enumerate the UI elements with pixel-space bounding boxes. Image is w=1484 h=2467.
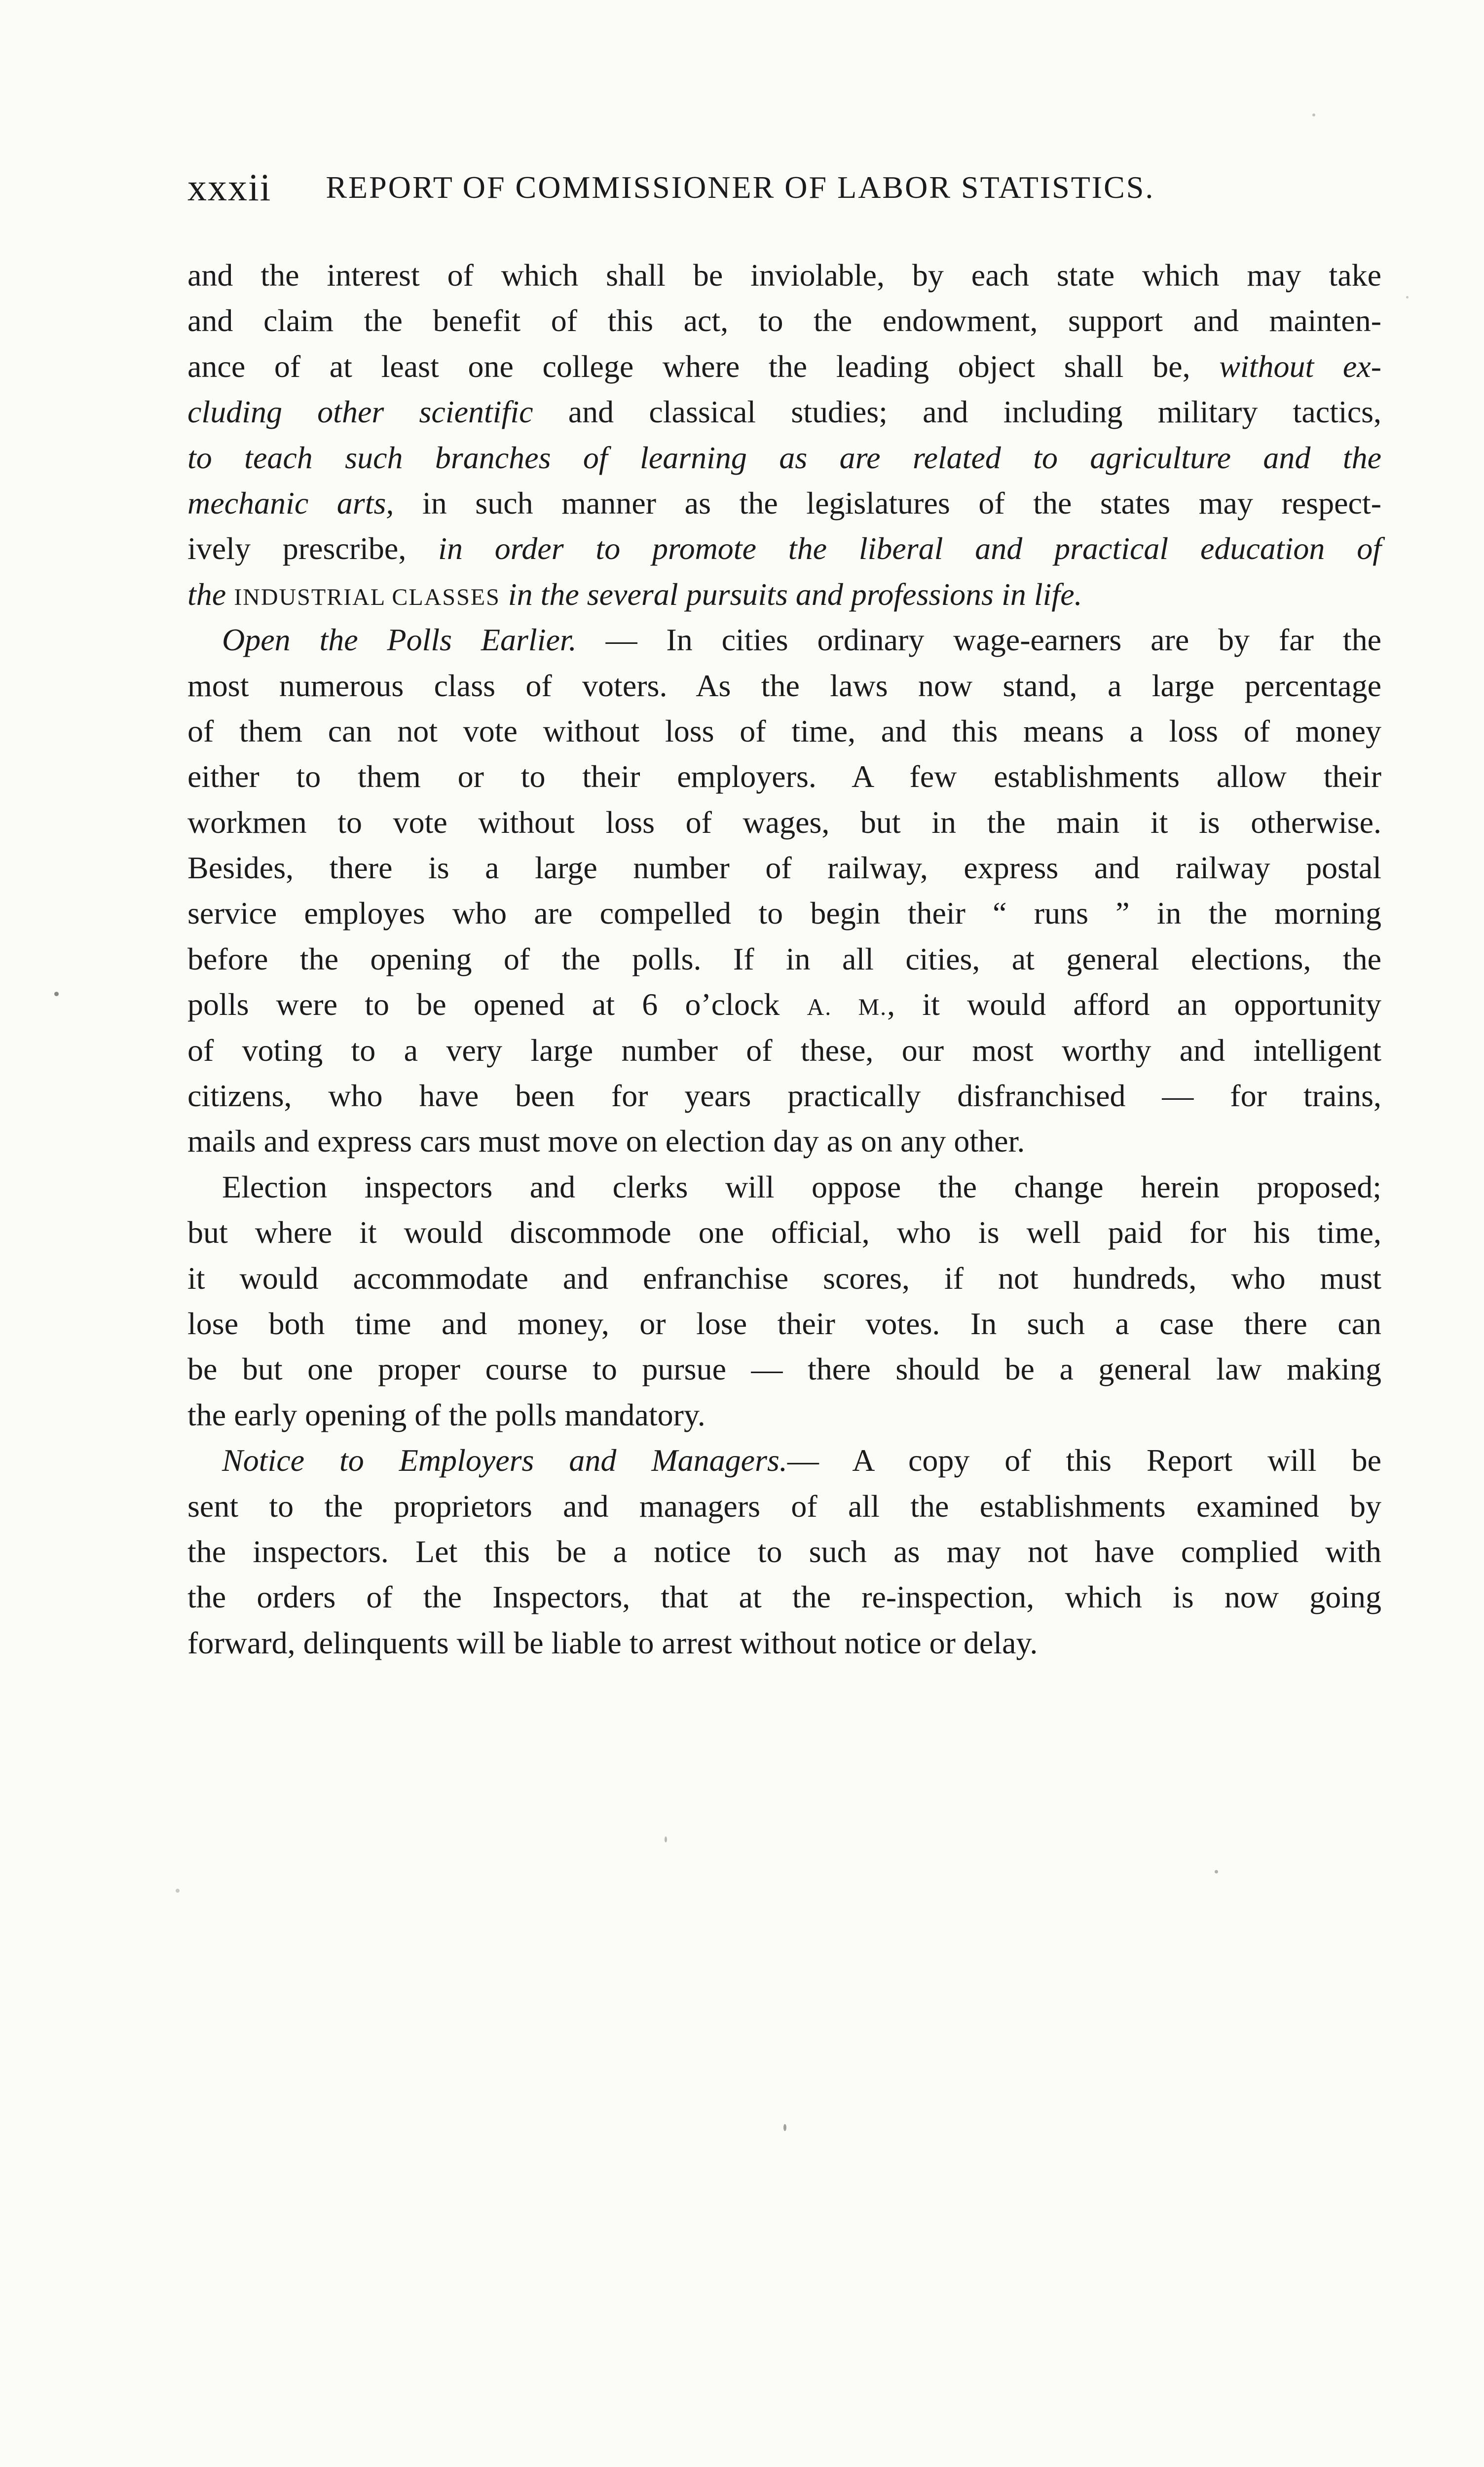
text-run: and claim the benefit of this act, to the endowment, support and mainten- [187,303,1381,338]
paragraph-2 [187,617,1381,1164]
text-line [187,1438,1381,1483]
text-run: before the opening of the polls. If in all cities, at general elections, the [187,941,1381,976]
text-line [187,663,1381,709]
text-line [187,435,1381,481]
text-line [187,1529,1381,1574]
text-run: service employes who are compelled to begin their “ runs ” in the morning [187,896,1381,931]
text-line [187,936,1381,982]
text-run: the orders of the Inspectors, that at the re-inspection, which is now going [187,1579,1381,1615]
text-line [187,1119,1381,1164]
text-line [187,1392,1381,1438]
scan-speck [665,1836,667,1842]
text-run: sent to the proprietors and managers of all the establishments examined by [187,1488,1381,1524]
text-line [187,526,1381,571]
scan-speck [783,2124,786,2131]
paragraph-4 [187,1438,1381,1666]
small-caps-text: A. M. [807,994,888,1021]
text-line [187,298,1381,343]
text-line [187,800,1381,845]
text-line [187,481,1381,526]
text-run: ively prescribe, [187,531,439,566]
text-line [187,1346,1381,1392]
italic-text: cluding other scientific [187,394,533,430]
text-run: workmen to vote without loss of wages, but in the main it is otherwise. [187,804,1381,840]
scan-speck [176,1889,180,1893]
text-line [187,344,1381,389]
italic-text: Notice to Employers and Managers. [222,1443,787,1478]
text-line [187,1028,1381,1073]
text-run: in such manner as the legislatures of the states may respect- [394,485,1382,521]
italic-text: mechanic arts, [187,485,394,521]
italic-text: to teach such branches of learning as are related to agriculture and the [187,440,1381,475]
text-line [187,1620,1381,1666]
italic-text: Open the Polls Earlier. [222,622,577,658]
text-line [187,572,1381,617]
text-run: and classical studies; and including military tactics, [533,394,1382,430]
text-line [187,1484,1381,1529]
text-line [187,754,1381,799]
italic-text: the [187,576,234,612]
text-run: , it would afford an opportunity [887,987,1382,1022]
text-run: the early opening of the polls mandatory. [187,1397,705,1432]
paragraph-1 [187,253,1381,617]
text-run: the inspectors. Let this be a notice to such as may not have complied with [187,1533,1381,1569]
text-line [187,617,1381,663]
italic-text: in order to promote the liberal and practical education of [438,531,1382,566]
text-run: citizens, who have been for years practically disfranchised — for trains, [187,1078,1381,1114]
scan-speck [1312,113,1315,116]
text-run: of voting to a very large number of these, our most worthy and intelligent [187,1032,1381,1068]
text-line [187,1301,1381,1346]
paragraph-3 [187,1164,1381,1438]
text-line [187,389,1381,435]
text-run: lose both time and money, or lose their votes. In such a case there can [187,1306,1381,1341]
running-head [187,160,1288,215]
scan-speck [54,992,59,996]
text-run: most numerous class of voters. As the laws now stand, a large percentage [187,668,1381,703]
body-text [187,253,1381,1666]
text-run: and the interest of which shall be inviolable, by each state which may take [187,258,1381,293]
text-run: either to them or to their employers. A few establishments allow their [187,759,1381,794]
italic-text: without ex- [1219,348,1382,384]
scan-speck [1215,1870,1218,1873]
text-line [187,845,1381,891]
text-run: ance of at least one college where the leading object shall be, [187,348,1220,384]
text-line [187,253,1381,298]
text-run: but where it would discommode one official, who is well paid for his time, [187,1215,1381,1250]
italic-text: in the several pursuits and professions in life. [500,576,1082,612]
small-caps-text: INDUSTRIAL CLASSES [234,584,500,610]
text-run: polls were to be opened at 6 o’clock [187,987,807,1022]
text-line [187,1256,1381,1301]
text-run: mails and express cars must move on election day as on any other. [187,1123,1025,1159]
text-line [187,891,1381,936]
running-title: REPORT OF COMMISSIONER OF LABOR STATISTICS. [326,170,1155,205]
text-line [187,1210,1381,1255]
text-run: — In cities ordinary wage-earners are by far the [576,622,1382,658]
scan-speck [1406,296,1409,299]
text-run: forward, delinquents will be liable to arrest without notice or delay. [187,1625,1038,1660]
text-line [187,1164,1381,1210]
text-run: Election inspectors and clerks will oppose the change herein proposed; [222,1169,1381,1204]
text-line [187,709,1381,754]
text-line [187,982,1381,1027]
text-line [187,1574,1381,1620]
text-run: — A copy of this Report will be [787,1443,1382,1478]
text-run: it would accommodate and enfranchise scores, if not hundreds, who must [187,1260,1381,1296]
text-line [187,1073,1381,1119]
text-run: of them can not vote without loss of time, and this means a loss of money [187,713,1381,748]
text-run: be but one proper course to pursue — there should be a general law making [187,1351,1381,1387]
text-run: Besides, there is a large number of railway, express and railway postal [187,850,1381,886]
page-number: xxxii [187,166,272,209]
